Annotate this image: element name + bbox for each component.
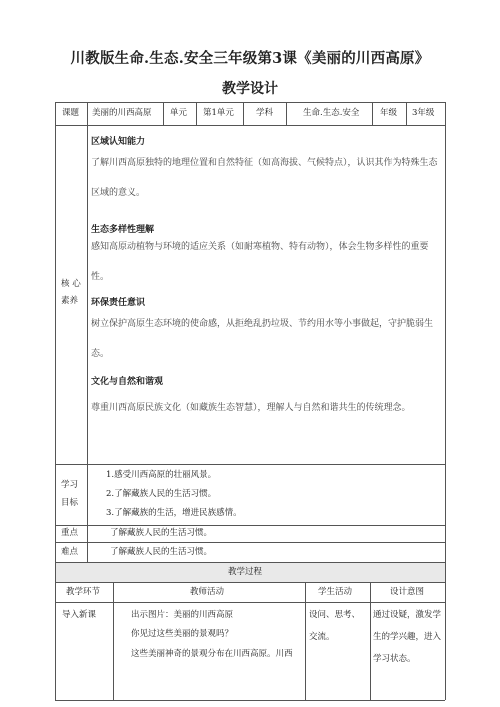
process-header: 教学过程 [228,567,263,577]
core-literacy-label-2: 素养 [61,296,79,306]
document-subtitle: 教学设计 [222,81,278,97]
column-header-student: 学生活动 [318,587,353,597]
goals-label: 学习 [61,480,79,490]
subject-label: 学科 [256,108,274,118]
core-literacy-label: 核 心 [61,279,81,289]
intent-line: 学习状态。 [373,654,416,664]
section-heading: 区域认知能力 [91,137,146,147]
unit-label: 单元 [170,108,188,118]
column-header-stage: 教学环节 [66,587,101,597]
section-heading: 生态多样性理解 [91,225,155,235]
key-point-label: 重点 [61,528,79,538]
subject-value: 生命.生态.安全 [303,108,360,118]
stage-cell: 导入新课 [62,610,97,620]
section-text: 树立保护高原生态环境的使命感，从拒绝乱扔垃圾、节约用水等小事做起，守护脆弱生态。 [91,319,434,359]
intent-line: 生的学兴趣，进入 [373,632,442,642]
section-heading: 环保责任意识 [91,298,146,308]
student-line: 交流。 [309,632,335,642]
topic-label: 课题 [62,108,80,118]
section-text: 尊重川西高原民族文化（如藏族生态智慧），理解人与自然和谐共生的传统理念。 [91,403,411,413]
grade-label: 年级 [380,108,398,118]
key-point-text: 了解藏族人民的生活习惯。 [110,528,213,538]
goals-label-2: 目标 [61,498,79,508]
difficulty-text: 了解藏族人民的生活习惯。 [110,547,213,557]
goal-item: 2.了解藏族人民的生活习惯。 [106,489,217,499]
goal-item: 1.感受川西高原的壮丽风景。 [106,470,217,480]
column-header-intent: 设计意图 [390,587,425,597]
intent-line: 通过设疑，激发学 [373,610,442,620]
student-line: 设问、思考、 [309,610,361,620]
goal-item: 3.了解藏族的生活，增进民族感情。 [106,508,242,518]
teacher-line: 出示图片：美丽的川西高原 [131,610,234,620]
section-heading: 文化与自然和谐观 [91,377,164,387]
section-text: 了解川西高原独特的地理位置和自然特征（如高海拔、气候特点），认识其作为特殊生态区域的意义。 [91,158,438,198]
unit-value: 第1单元 [203,108,234,118]
teacher-line: 这些美丽神奇的景观分布在川西高原。川西 [131,649,293,659]
topic-value: 美丽的川西高原 [92,108,152,118]
section-text: 感知高原动植物与环境的适应关系（如耐寒植物、特有动物），体会生物多样性的重要性。 [91,242,429,282]
grade-value: 3年级 [412,108,435,118]
column-header-teacher: 教师活动 [190,587,225,597]
teacher-line: 你见过这些美丽的景观吗？ [131,629,234,639]
difficulty-label: 难点 [61,547,79,557]
document-title: 川教版生命.生态.安全三年级第3课《美丽的川西高原》 [70,50,430,67]
